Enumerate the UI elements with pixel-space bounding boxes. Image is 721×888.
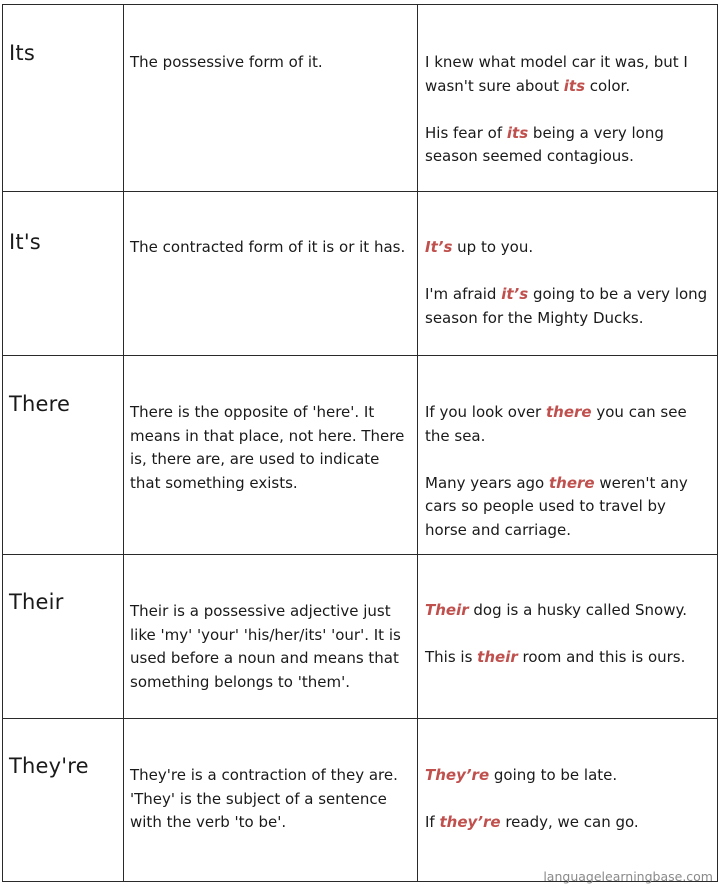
example-sentence <box>425 811 711 835</box>
highlighted-word: it’s <box>501 285 529 303</box>
example-sentence <box>425 51 711 98</box>
examples-text <box>418 5 717 169</box>
definition-cell <box>124 192 418 356</box>
word-cell <box>3 719 124 882</box>
example-text: dog is a husky called Snowy. <box>468 601 687 619</box>
example-sentence <box>425 283 711 330</box>
example-text: going to be a very long season for the Mighty Ducks. <box>425 285 708 327</box>
highlighted-word: there <box>549 473 595 492</box>
example-text: I'm afraid <box>425 285 502 303</box>
highlighted-word: their <box>477 648 518 666</box>
example-text: ready, we can go. <box>500 813 639 831</box>
examples-cell <box>418 555 718 719</box>
example-text: If you look over <box>425 403 546 421</box>
word-cell <box>3 192 124 356</box>
example-text: This is <box>425 648 478 666</box>
word-label: There <box>9 392 71 416</box>
definition-cell <box>124 555 418 719</box>
definition-text: There is the opposite of 'here'. It means in that place, not here. There is, there are, are used to indicate that something exists. <box>130 403 405 492</box>
definition-text: Their is a possessive adjective just like 'my' 'your' 'his/her/its' 'our'. It is used before a noun and means that something belongs to 'them'. <box>130 602 401 691</box>
example-text: room and this is ours. <box>517 648 686 666</box>
examples-cell <box>418 192 718 356</box>
example-text: I knew what model car it was, but I wasn't sure about <box>425 53 688 95</box>
word-cell <box>3 5 124 192</box>
table-row <box>3 192 718 356</box>
example-sentence <box>425 646 711 670</box>
example-sentence <box>425 472 711 543</box>
example-text: going to be late. <box>489 766 618 784</box>
highlighted-word: Their <box>425 601 469 619</box>
example-sentence <box>425 122 711 169</box>
examples-cell <box>418 356 718 555</box>
definition-cell <box>124 5 418 192</box>
table-row <box>3 555 718 719</box>
examples-cell <box>418 719 718 882</box>
example-text: If <box>425 813 440 831</box>
word-label: They're <box>9 754 89 778</box>
example-sentence <box>425 236 711 260</box>
highlighted-word: its <box>506 123 529 142</box>
word-label: It's <box>9 230 41 254</box>
table-row <box>3 356 718 555</box>
site-watermark: languagelearningbase.com <box>543 869 713 884</box>
example-sentence <box>425 401 711 448</box>
example-text: up to you. <box>452 238 534 256</box>
table-row <box>3 719 718 882</box>
examples-text <box>418 555 717 670</box>
example-text: you can see the sea. <box>425 403 687 445</box>
table-row <box>3 5 718 192</box>
homophones-table <box>2 4 718 882</box>
example-text: being a very long season seemed contagious. <box>425 123 664 165</box>
highlighted-word: It’s <box>425 238 453 256</box>
highlighted-word: they’re <box>439 813 501 831</box>
definition-cell <box>124 356 418 555</box>
example-sentence <box>425 764 711 788</box>
example-sentence <box>425 599 711 623</box>
example-text: Many years ago <box>425 473 549 492</box>
example-text: color. <box>585 76 631 95</box>
word-label: Its <box>9 41 35 65</box>
word-cell <box>3 356 124 555</box>
examples-text <box>418 719 717 835</box>
word-label: Their <box>9 590 64 614</box>
definition-cell <box>124 719 418 882</box>
highlighted-word: They’re <box>425 766 490 784</box>
examples-text <box>418 356 717 542</box>
word-cell <box>3 555 124 719</box>
definition-text: The possessive form of it. <box>130 53 323 71</box>
examples-text <box>418 192 717 330</box>
example-text: weren't any cars so people used to travel by horse and carriage. <box>425 473 688 539</box>
highlighted-word: its <box>563 76 586 95</box>
definition-text: The contracted form of it is or it has. <box>130 238 406 256</box>
highlighted-word: there <box>546 403 592 421</box>
example-text: His fear of <box>425 123 507 142</box>
definition-text: They're is a contraction of they are. 'They' is the subject of a sentence with the verb 'to be'. <box>130 766 398 831</box>
examples-cell <box>418 5 718 192</box>
